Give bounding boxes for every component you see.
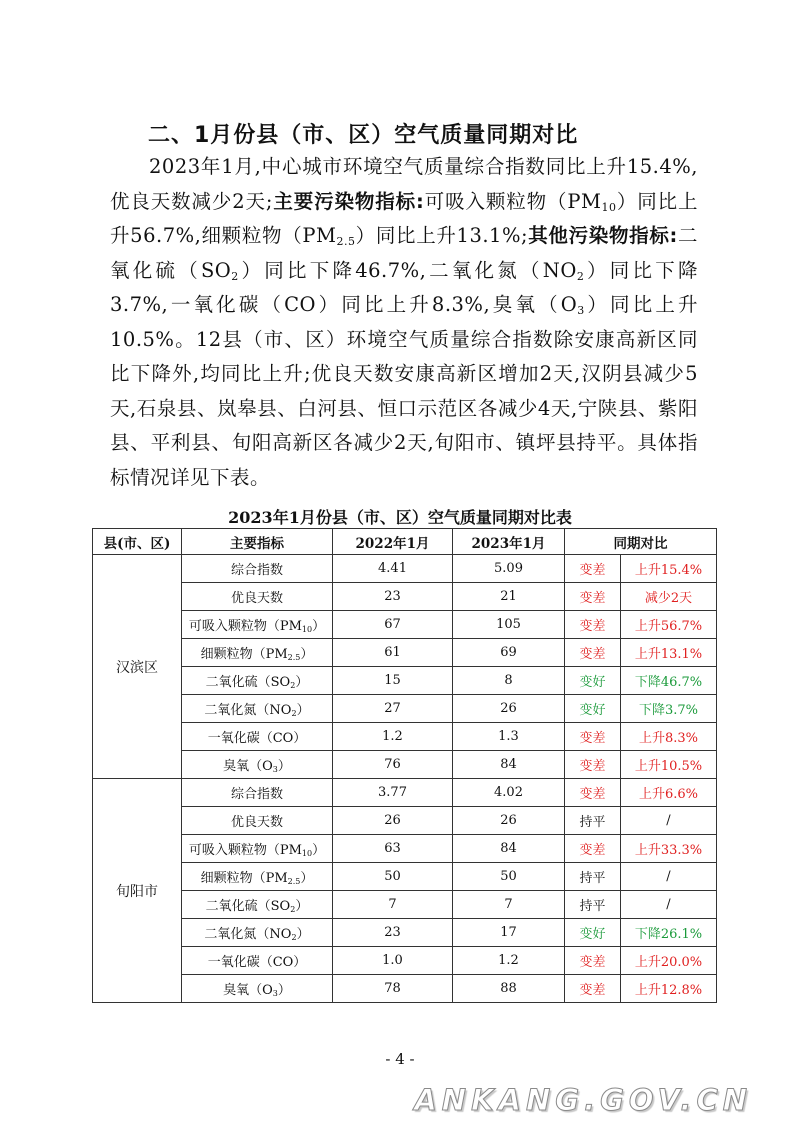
indicator-label: 优良天数: [230, 591, 283, 606]
table-row: [93, 919, 717, 947]
trend-cell: 变好: [565, 695, 621, 723]
table-row: [93, 751, 717, 779]
value-2023: 26: [453, 695, 565, 723]
value-2023: 26: [453, 807, 565, 835]
indicator-suffix: ）: [295, 899, 309, 914]
table-row: [93, 639, 717, 667]
change-cell: /: [621, 807, 717, 835]
table-row: [93, 947, 717, 975]
trend-cell: 持平: [565, 863, 621, 891]
indicator-suffix: ）: [312, 619, 326, 634]
value-2022: 50: [333, 863, 453, 891]
indicator-suffix: ）: [300, 871, 314, 886]
county-name: 汉滨区: [93, 555, 182, 779]
value-2022: 1.2: [333, 723, 453, 751]
trend-cell: 变好: [565, 667, 621, 695]
table-row: [93, 611, 717, 639]
indicator-cell: [182, 835, 333, 863]
indicator-cell: [182, 779, 333, 807]
header-2023: 2023年1月: [453, 529, 565, 555]
indicator-subscript: 2.5: [287, 653, 301, 662]
indicator-label: 综合指数: [230, 563, 283, 578]
indicator-cell: [182, 975, 333, 1003]
indicator-cell: [182, 919, 333, 947]
change-cell: 上升20.0%: [621, 947, 717, 975]
indicator-label: 臭氧（O: [223, 983, 273, 998]
trend-cell: 变差: [565, 835, 621, 863]
value-2023: 8: [453, 667, 565, 695]
indicator-label: 二氧化硫（SO: [205, 675, 291, 690]
value-2022: 67: [333, 611, 453, 639]
change-cell: 上升10.5%: [621, 751, 717, 779]
header-indicator: 主要指标: [182, 529, 333, 555]
table-row: [93, 975, 717, 1003]
indicator-subscript: 10: [301, 625, 313, 634]
indicator-suffix: ）: [277, 759, 291, 774]
indicator-cell: [182, 807, 333, 835]
air-quality-table: [92, 528, 717, 1003]
indicator-label: 二氧化氮（NO: [204, 703, 292, 718]
change-cell: 上升33.3%: [621, 835, 717, 863]
value-2023: 69: [453, 639, 565, 667]
trend-cell: 持平: [565, 891, 621, 919]
trend-cell: 变差: [565, 723, 621, 751]
value-2023: 84: [453, 835, 565, 863]
value-2023: 5.09: [453, 555, 565, 583]
value-2023: 105: [453, 611, 565, 639]
change-cell: 上升6.6%: [621, 779, 717, 807]
value-2022: 61: [333, 639, 453, 667]
indicator-subscript: 2: [291, 709, 297, 718]
value-2023: 17: [453, 919, 565, 947]
indicator-subscript: 2: [290, 681, 296, 690]
header-compare: 同期对比: [565, 529, 717, 555]
indicator-cell: [182, 639, 333, 667]
value-2023: 84: [453, 751, 565, 779]
trend-cell: 变差: [565, 975, 621, 1003]
indicator-cell: [182, 611, 333, 639]
table-header-row: [93, 529, 717, 555]
indicator-subscript: 2.5: [287, 877, 301, 886]
value-2023: 1.2: [453, 947, 565, 975]
trend-cell: 变差: [565, 583, 621, 611]
value-2022: 15: [333, 667, 453, 695]
value-2022: 63: [333, 835, 453, 863]
value-2022: 23: [333, 583, 453, 611]
value-2023: 4.02: [453, 779, 565, 807]
trend-cell: 变差: [565, 611, 621, 639]
site-watermark: ANKANG.GOV.CN: [414, 1083, 752, 1117]
indicator-suffix: ）: [312, 843, 326, 858]
table-row: [93, 667, 717, 695]
indicator-label: 臭氧（O: [223, 759, 273, 774]
table-row: [93, 695, 717, 723]
indicator-subscript: 2: [290, 905, 296, 914]
value-2022: 27: [333, 695, 453, 723]
indicator-label: 优良天数: [230, 815, 283, 830]
table-row: [93, 583, 717, 611]
indicator-suffix: ）: [296, 927, 310, 942]
table-title: 2023年1月份县（市、区）空气质量同期对比表: [228, 508, 572, 527]
indicator-label: 可吸入颗粒物（PM: [188, 843, 302, 858]
change-cell: 上升13.1%: [621, 639, 717, 667]
table-row: [93, 807, 717, 835]
value-2023: 7: [453, 891, 565, 919]
indicator-subscript: 10: [301, 849, 313, 858]
value-2022: 3.77: [333, 779, 453, 807]
indicator-label: 一氧化碳（CO）: [207, 731, 307, 746]
trend-cell: 变差: [565, 555, 621, 583]
value-2022: 1.0: [333, 947, 453, 975]
trend-cell: 持平: [565, 807, 621, 835]
value-2023: 21: [453, 583, 565, 611]
header-2022: 2022年1月: [333, 529, 453, 555]
indicator-cell: [182, 891, 333, 919]
indicator-subscript: 3: [272, 989, 278, 998]
indicator-cell: [182, 723, 333, 751]
indicator-subscript: 2: [291, 933, 297, 942]
change-cell: /: [621, 891, 717, 919]
table-row: [93, 891, 717, 919]
trend-cell: 变差: [565, 751, 621, 779]
indicator-suffix: ）: [295, 675, 309, 690]
indicator-label: 二氧化氮（NO: [204, 927, 292, 942]
value-2022: 26: [333, 807, 453, 835]
value-2022: 78: [333, 975, 453, 1003]
indicator-subscript: 3: [272, 765, 278, 774]
change-cell: /: [621, 863, 717, 891]
trend-cell: 变差: [565, 947, 621, 975]
change-cell: 上升8.3%: [621, 723, 717, 751]
change-cell: 上升56.7%: [621, 611, 717, 639]
indicator-label: 细颗粒物（PM: [200, 871, 288, 886]
indicator-cell: [182, 667, 333, 695]
indicator-cell: [182, 751, 333, 779]
table-row: [93, 779, 717, 807]
indicator-cell: [182, 695, 333, 723]
change-cell: 减少2天: [621, 583, 717, 611]
table-row: [93, 835, 717, 863]
value-2023: 1.3: [453, 723, 565, 751]
change-cell: 下降46.7%: [621, 667, 717, 695]
table-row: [93, 555, 717, 583]
indicator-suffix: ）: [300, 647, 314, 662]
value-2023: 50: [453, 863, 565, 891]
table-row: [93, 863, 717, 891]
indicator-suffix: ）: [296, 703, 310, 718]
summary-paragraph: 2023年1月,中心城市环境空气质量综合指数同比上升15.4%,优良天数减少2天;主要污染物指标:可吸入颗粒物$(PM_{10})$同比上升56.7%,细颗粒物$(PM_{2.5})$同比上升13.1%;其他污染物指标:二氧化硫$(SO_2)$同比下降46.7%,二氧化氮$(NO_2)$同比下降3.7%,一氧化碳（CO）同比上升8.3%,臭氧$(O_3)$同比上升10.5%。12县（市、区）环境空气质量综合指数除安康高新区同比下降外,均同比上升;优良天数安康高新区增加2天,汉阴县减少5天,石泉县、岚皋县、白河县、恒口示范区各减少4天,宁陕县、紫阳县、平利县、旬阳高新区各减少2天,旬阳市、镇坪县持平。具体指标情况详见下表。: [110, 155, 698, 489]
change-cell: 上升15.4%: [621, 555, 717, 583]
value-2023: 88: [453, 975, 565, 1003]
indicator-label: 综合指数: [230, 787, 283, 802]
page-number: - 4 -: [385, 1050, 415, 1068]
section-heading: 二、1月份县（市、区）空气质量同期对比: [148, 123, 579, 148]
change-cell: 下降3.7%: [621, 695, 717, 723]
trend-cell: 变好: [565, 919, 621, 947]
change-cell: 上升12.8%: [621, 975, 717, 1003]
value-2022: 76: [333, 751, 453, 779]
county-name: 旬阳市: [93, 779, 182, 1003]
indicator-label: 细颗粒物（PM: [200, 647, 288, 662]
indicator-cell: [182, 583, 333, 611]
indicator-label: 二氧化硫（SO: [205, 899, 291, 914]
indicator-label: 一氧化碳（CO）: [207, 955, 307, 970]
indicator-cell: [182, 555, 333, 583]
indicator-cell: [182, 947, 333, 975]
trend-cell: 变差: [565, 779, 621, 807]
value-2022: 4.41: [333, 555, 453, 583]
value-2022: 23: [333, 919, 453, 947]
value-2022: 7: [333, 891, 453, 919]
indicator-cell: [182, 863, 333, 891]
indicator-label: 可吸入颗粒物（PM: [188, 619, 302, 634]
indicator-suffix: ）: [277, 983, 291, 998]
change-cell: 下降26.1%: [621, 919, 717, 947]
header-county: 县(市、区): [93, 529, 182, 555]
trend-cell: 变差: [565, 639, 621, 667]
table-row: [93, 723, 717, 751]
